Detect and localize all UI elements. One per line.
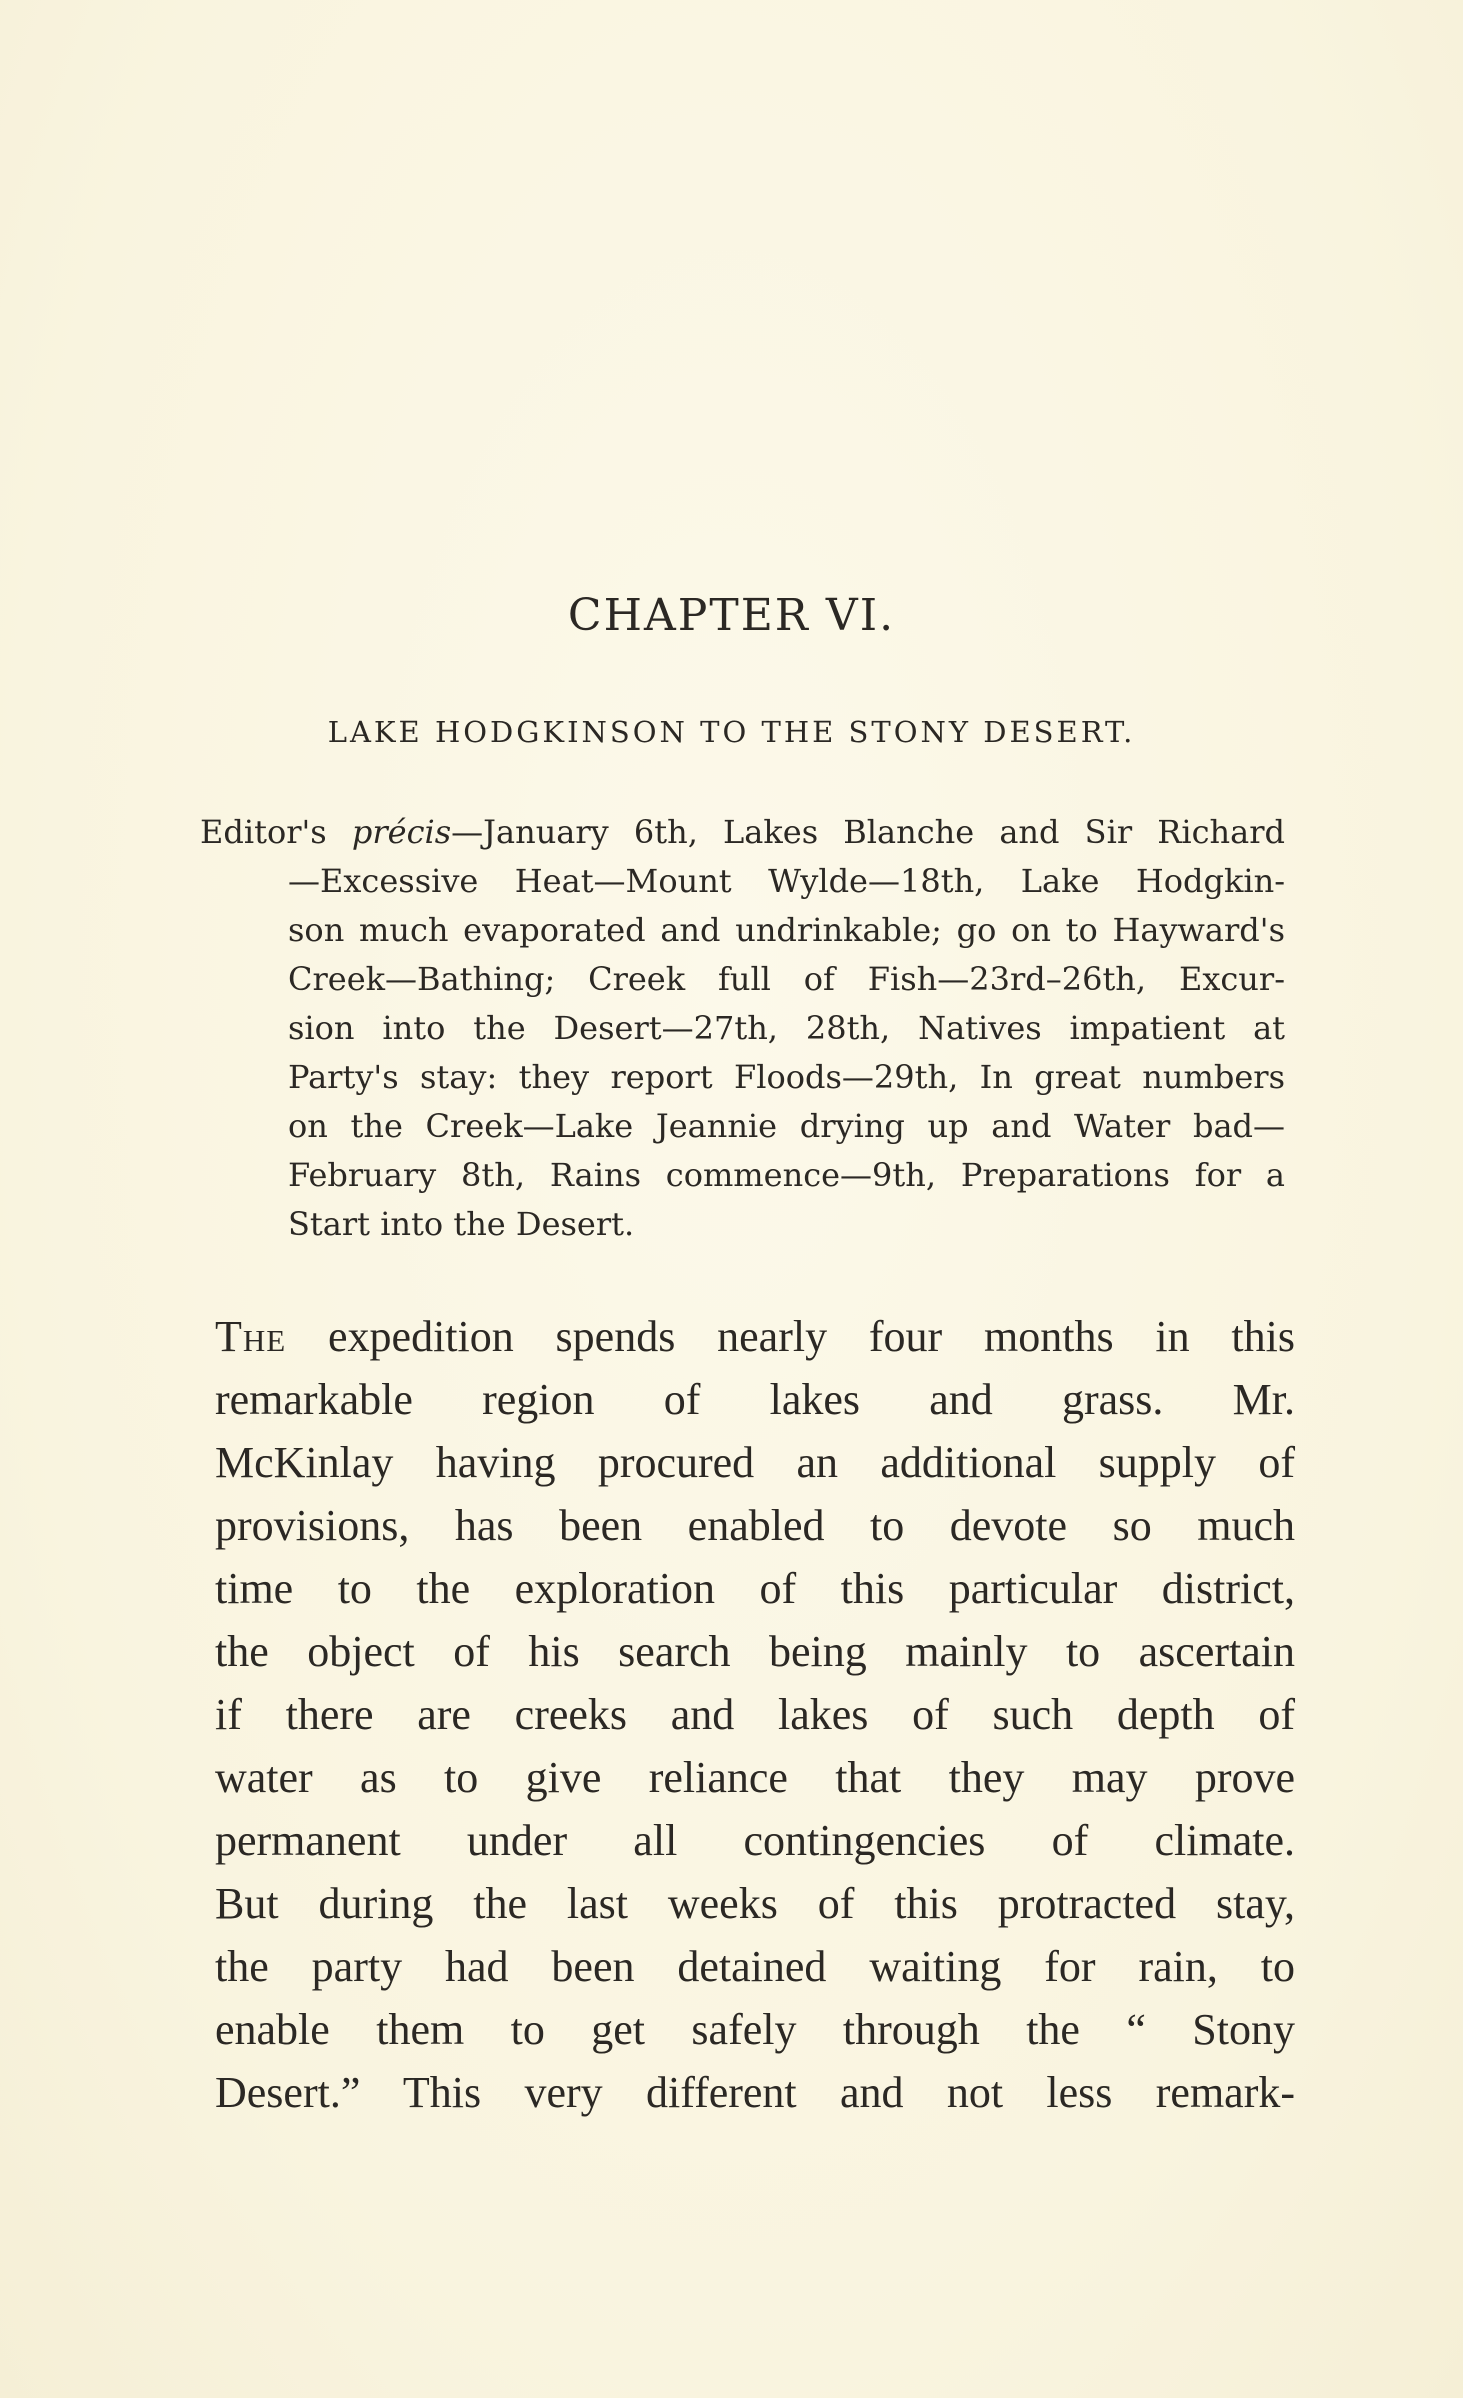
precis-line: sion into the Desert—27th, 28th, Natives impatient at bbox=[288, 1009, 1285, 1047]
body-line: McKinlay having procured an additional supply of bbox=[215, 1438, 1295, 1487]
body-line-text: expedition spends nearly four months in this bbox=[286, 1312, 1295, 1361]
body-line bbox=[215, 1305, 1295, 1368]
precis-line: —Excessive Heat—Mount Wylde—18th, Lake Hodgkin- bbox=[288, 862, 1285, 900]
body-line: water as to give reliance that they may prove bbox=[215, 1753, 1295, 1802]
body-line: if there are creeks and lakes of such depth of bbox=[215, 1690, 1295, 1739]
precis-label-italic: précis bbox=[351, 813, 452, 851]
body-line: Desert.” This very different and not less remark- bbox=[215, 2068, 1295, 2117]
precis-line: Start into the Desert. bbox=[288, 1205, 635, 1243]
precis-line: on the Creek—Lake Jeannie drying up and Water bad— bbox=[288, 1107, 1285, 1145]
body-line: the party had been detained waiting for rain, to bbox=[215, 1942, 1295, 1991]
precis-line-text: —January 6th, Lakes Blanche and Sir Richard bbox=[451, 813, 1286, 851]
body-line: But during the last weeks of this protracted stay, bbox=[215, 1879, 1295, 1928]
body-line: the object of his search being mainly to ascertain bbox=[215, 1627, 1295, 1676]
body-line: permanent under all contingencies of climate. bbox=[215, 1816, 1295, 1865]
editor-precis bbox=[200, 808, 1285, 1249]
precis-label: Editor's bbox=[200, 813, 352, 851]
precis-line: Party's stay: they report Floods—29th, In great numbers bbox=[288, 1058, 1285, 1096]
body-first-word: The bbox=[215, 1312, 287, 1361]
precis-line bbox=[200, 808, 1285, 857]
body-line: provisions, has been enabled to devote so much bbox=[215, 1501, 1295, 1550]
precis-line: February 8th, Rains commence—9th, Preparations for a bbox=[288, 1156, 1285, 1194]
precis-line: Creek—Bathing; Creek full of Fish—23rd–26th, Excur- bbox=[288, 960, 1285, 998]
body-line: enable them to get safely through the “ Stony bbox=[215, 2005, 1295, 2054]
body-line: remarkable region of lakes and grass. Mr. bbox=[215, 1375, 1295, 1424]
precis-line: son much evaporated and undrinkable; go on to Hayward's bbox=[288, 911, 1285, 949]
chapter-heading: CHAPTER VI. bbox=[567, 590, 896, 641]
body-paragraph bbox=[215, 1305, 1295, 2124]
chapter-subtitle: LAKE HODGKINSON TO THE STONY DESERT. bbox=[327, 715, 1136, 749]
body-line: time to the exploration of this particular district, bbox=[215, 1564, 1295, 1613]
